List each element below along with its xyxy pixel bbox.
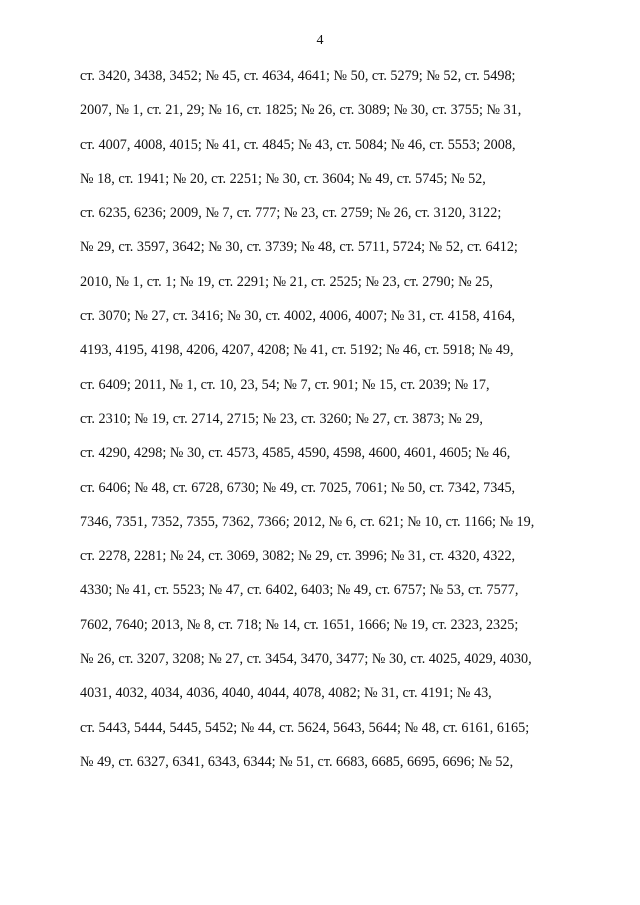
- page-number: 4: [316, 33, 324, 48]
- text-body: [80, 66, 566, 786]
- text-line: ст. 6235, 6236; 2009, № 7, ст. 777; № 23, ст. 2759; № 26, ст. 3120, 3122;: [80, 205, 502, 222]
- text-line: 4031, 4032, 4034, 4036, 4040, 4044, 4078, 4082; № 31, ст. 4191; № 43,: [80, 685, 492, 702]
- text-line: ст. 4007, 4008, 4015; № 41, ст. 4845; № 43, ст. 5084; № 46, ст. 5553; 2008,: [80, 136, 516, 153]
- text-line: № 26, ст. 3207, 3208; № 27, ст. 3454, 3470, 3477; № 30, ст. 4025, 4029, 4030,: [80, 651, 532, 668]
- text-line: 2010, № 1, ст. 1; № 19, ст. 2291; № 21, ст. 2525; № 23, ст. 2790; № 25,: [80, 273, 493, 290]
- text-line: № 49, ст. 6327, 6341, 6343, 6344; № 51, ст. 6683, 6685, 6695, 6696; № 52,: [80, 753, 514, 770]
- text-line: 7346, 7351, 7352, 7355, 7362, 7366; 2012, № 6, ст. 621; № 10, ст. 1166; № 19,: [80, 513, 535, 530]
- text-line: ст. 2278, 2281; № 24, ст. 3069, 3082; № 29, ст. 3996; № 31, ст. 4320, 4322,: [80, 548, 516, 565]
- text-line: 4330; № 41, ст. 5523; № 47, ст. 6402, 6403; № 49, ст. 6757; № 53, ст. 7577,: [80, 582, 519, 599]
- text-line: № 29, ст. 3597, 3642; № 30, ст. 3739; № 48, ст. 5711, 5724; № 52, ст. 6412;: [80, 239, 518, 256]
- text-line: ст. 6409; 2011, № 1, ст. 10, 23, 54; № 7, ст. 901; № 15, ст. 2039; № 17,: [80, 376, 490, 393]
- text-line: № 18, ст. 1941; № 20, ст. 2251; № 30, ст. 3604; № 49, ст. 5745; № 52,: [80, 170, 486, 187]
- text-line: 2007, № 1, ст. 21, 29; № 16, ст. 1825; № 26, ст. 3089; № 30, ст. 3755; № 31,: [80, 102, 522, 119]
- text-line: ст. 3070; № 27, ст. 3416; № 30, ст. 4002, 4006, 4007; № 31, ст. 4158, 4164,: [80, 308, 516, 325]
- text-line: ст. 6406; № 48, ст. 6728, 6730; № 49, ст. 7025, 7061; № 50, ст. 7342, 7345,: [80, 479, 516, 496]
- text-line: ст. 3420, 3438, 3452; № 45, ст. 4634, 4641; № 50, ст. 5279; № 52, ст. 5498;: [80, 68, 516, 84]
- text-line: ст. 2310; № 19, ст. 2714, 2715; № 23, ст. 3260; № 27, ст. 3873; № 29,: [80, 410, 483, 427]
- text-line: 7602, 7640; 2013, № 8, ст. 718; № 14, ст. 1651, 1666; № 19, ст. 2323, 2325;: [80, 616, 519, 633]
- text-line: ст. 5443, 5444, 5445, 5452; № 44, ст. 5624, 5643, 5644; № 48, ст. 6161, 6165;: [80, 719, 530, 736]
- text-line: 4193, 4195, 4198, 4206, 4207, 4208; № 41, ст. 5192; № 46, ст. 5918; № 49,: [80, 342, 514, 359]
- text-line: ст. 4290, 4298; № 30, ст. 4573, 4585, 4590, 4598, 4600, 4601, 4605; № 46,: [80, 445, 511, 462]
